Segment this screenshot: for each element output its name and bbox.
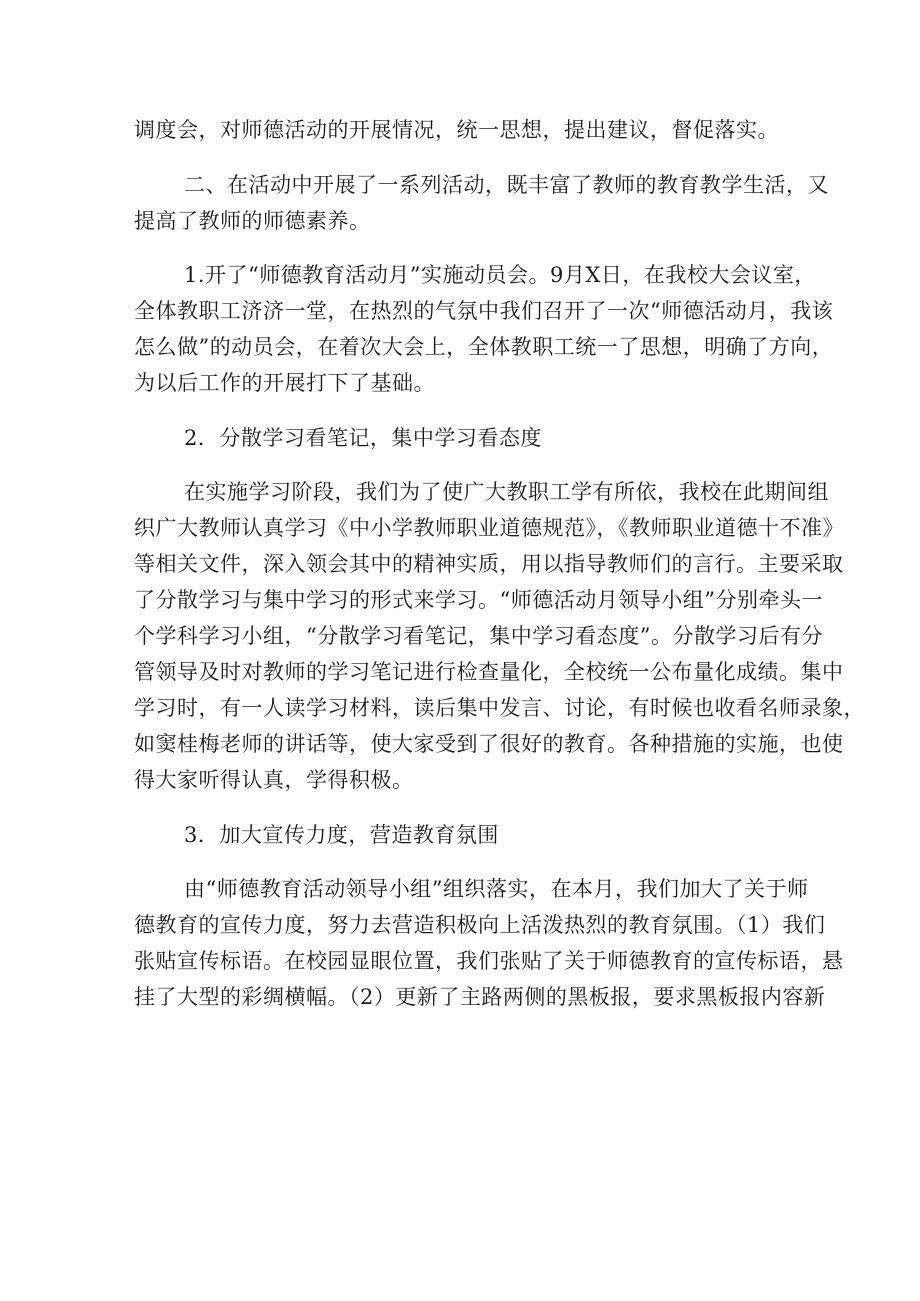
text-line: 挂了大型的彩绸横幅。（2）更新了主路两侧的黑板报，要求黑板报内容新 <box>134 985 826 1009</box>
text-line: 调度会，对师德活动的开展情况，统一思想，提出建议，督促落实。 <box>134 118 779 142</box>
text-line: 由“师德教育活动领导小组”组织落实，在本月，我们加大了关于师 <box>184 877 809 901</box>
text-line: 德教育的宣传力度，努力去营造积极向上活泼热烈的教育氛围。（1）我们 <box>134 913 826 937</box>
text-line: 等相关文件，深入领会其中的精神实质，用以指导教师们的言行。主要采取 <box>134 552 844 576</box>
paragraph <box>134 474 865 798</box>
text-line: 1.开了“师德教育活动月”实施动员会。9月X日，在我校大会议室， <box>184 263 816 287</box>
text-line: 管领导及时对教师的学习笔记进行检查量化，全校统一公布量化成绩。集中 <box>134 660 844 684</box>
paragraph <box>134 257 834 401</box>
text-line: 织广大教师认真学习《中小学教师职业道德规范》，《教师职业道德十不准》 <box>134 516 844 540</box>
paragraph <box>134 112 794 148</box>
paragraph <box>134 871 844 1015</box>
text-line: 学习时，有一人读学习材料，读后集中发言、讨论，有时候也收看名师录象， <box>134 696 865 720</box>
text-line: 张贴宣传标语。在校园显眼位置，我们张贴了关于师德教育的宣传标语，悬 <box>134 949 844 973</box>
text-line: 如窦桂梅老师的讲话等，使大家受到了很好的教育。各种措施的实施，也使 <box>134 732 844 756</box>
text-line: 为以后工作的开展打下了基础。 <box>134 371 435 395</box>
text-line: 怎么做”的动员会，在着次大会上，全体教职工统一了思想，明确了方向， <box>134 335 834 359</box>
text-line: 个学科学习小组，“分散学习看笔记，集中学习看态度”。分散学习后有分 <box>134 624 823 648</box>
text-line: 提高了教师的师德素养。 <box>134 208 371 233</box>
paragraph <box>134 167 829 239</box>
text-line: 在实施学习阶段，我们为了使广大教职工学有所依，我校在此期间组 <box>184 480 829 504</box>
text-line: 了分散学习与集中学习的形式来学习。“师德活动月领导小组”分别牵头一 <box>134 588 823 612</box>
document-body <box>134 112 865 1015</box>
text-line: 得大家听得认真，学得积极。 <box>134 768 414 792</box>
section-heading <box>134 420 794 456</box>
section-heading <box>134 817 794 853</box>
text-line: 2．分散学习看笔记，集中学习看态度 <box>184 425 542 450</box>
text-line: 二、在活动中开展了一系列活动，既丰富了教师的教育教学生活，又 <box>184 172 829 197</box>
text-line: 3．加大宣传力度，营造教育氛围 <box>184 822 499 847</box>
text-line: 全体教职工济济一堂，在热烈的气氛中我们召开了一次“师德活动月，我该 <box>134 299 834 323</box>
